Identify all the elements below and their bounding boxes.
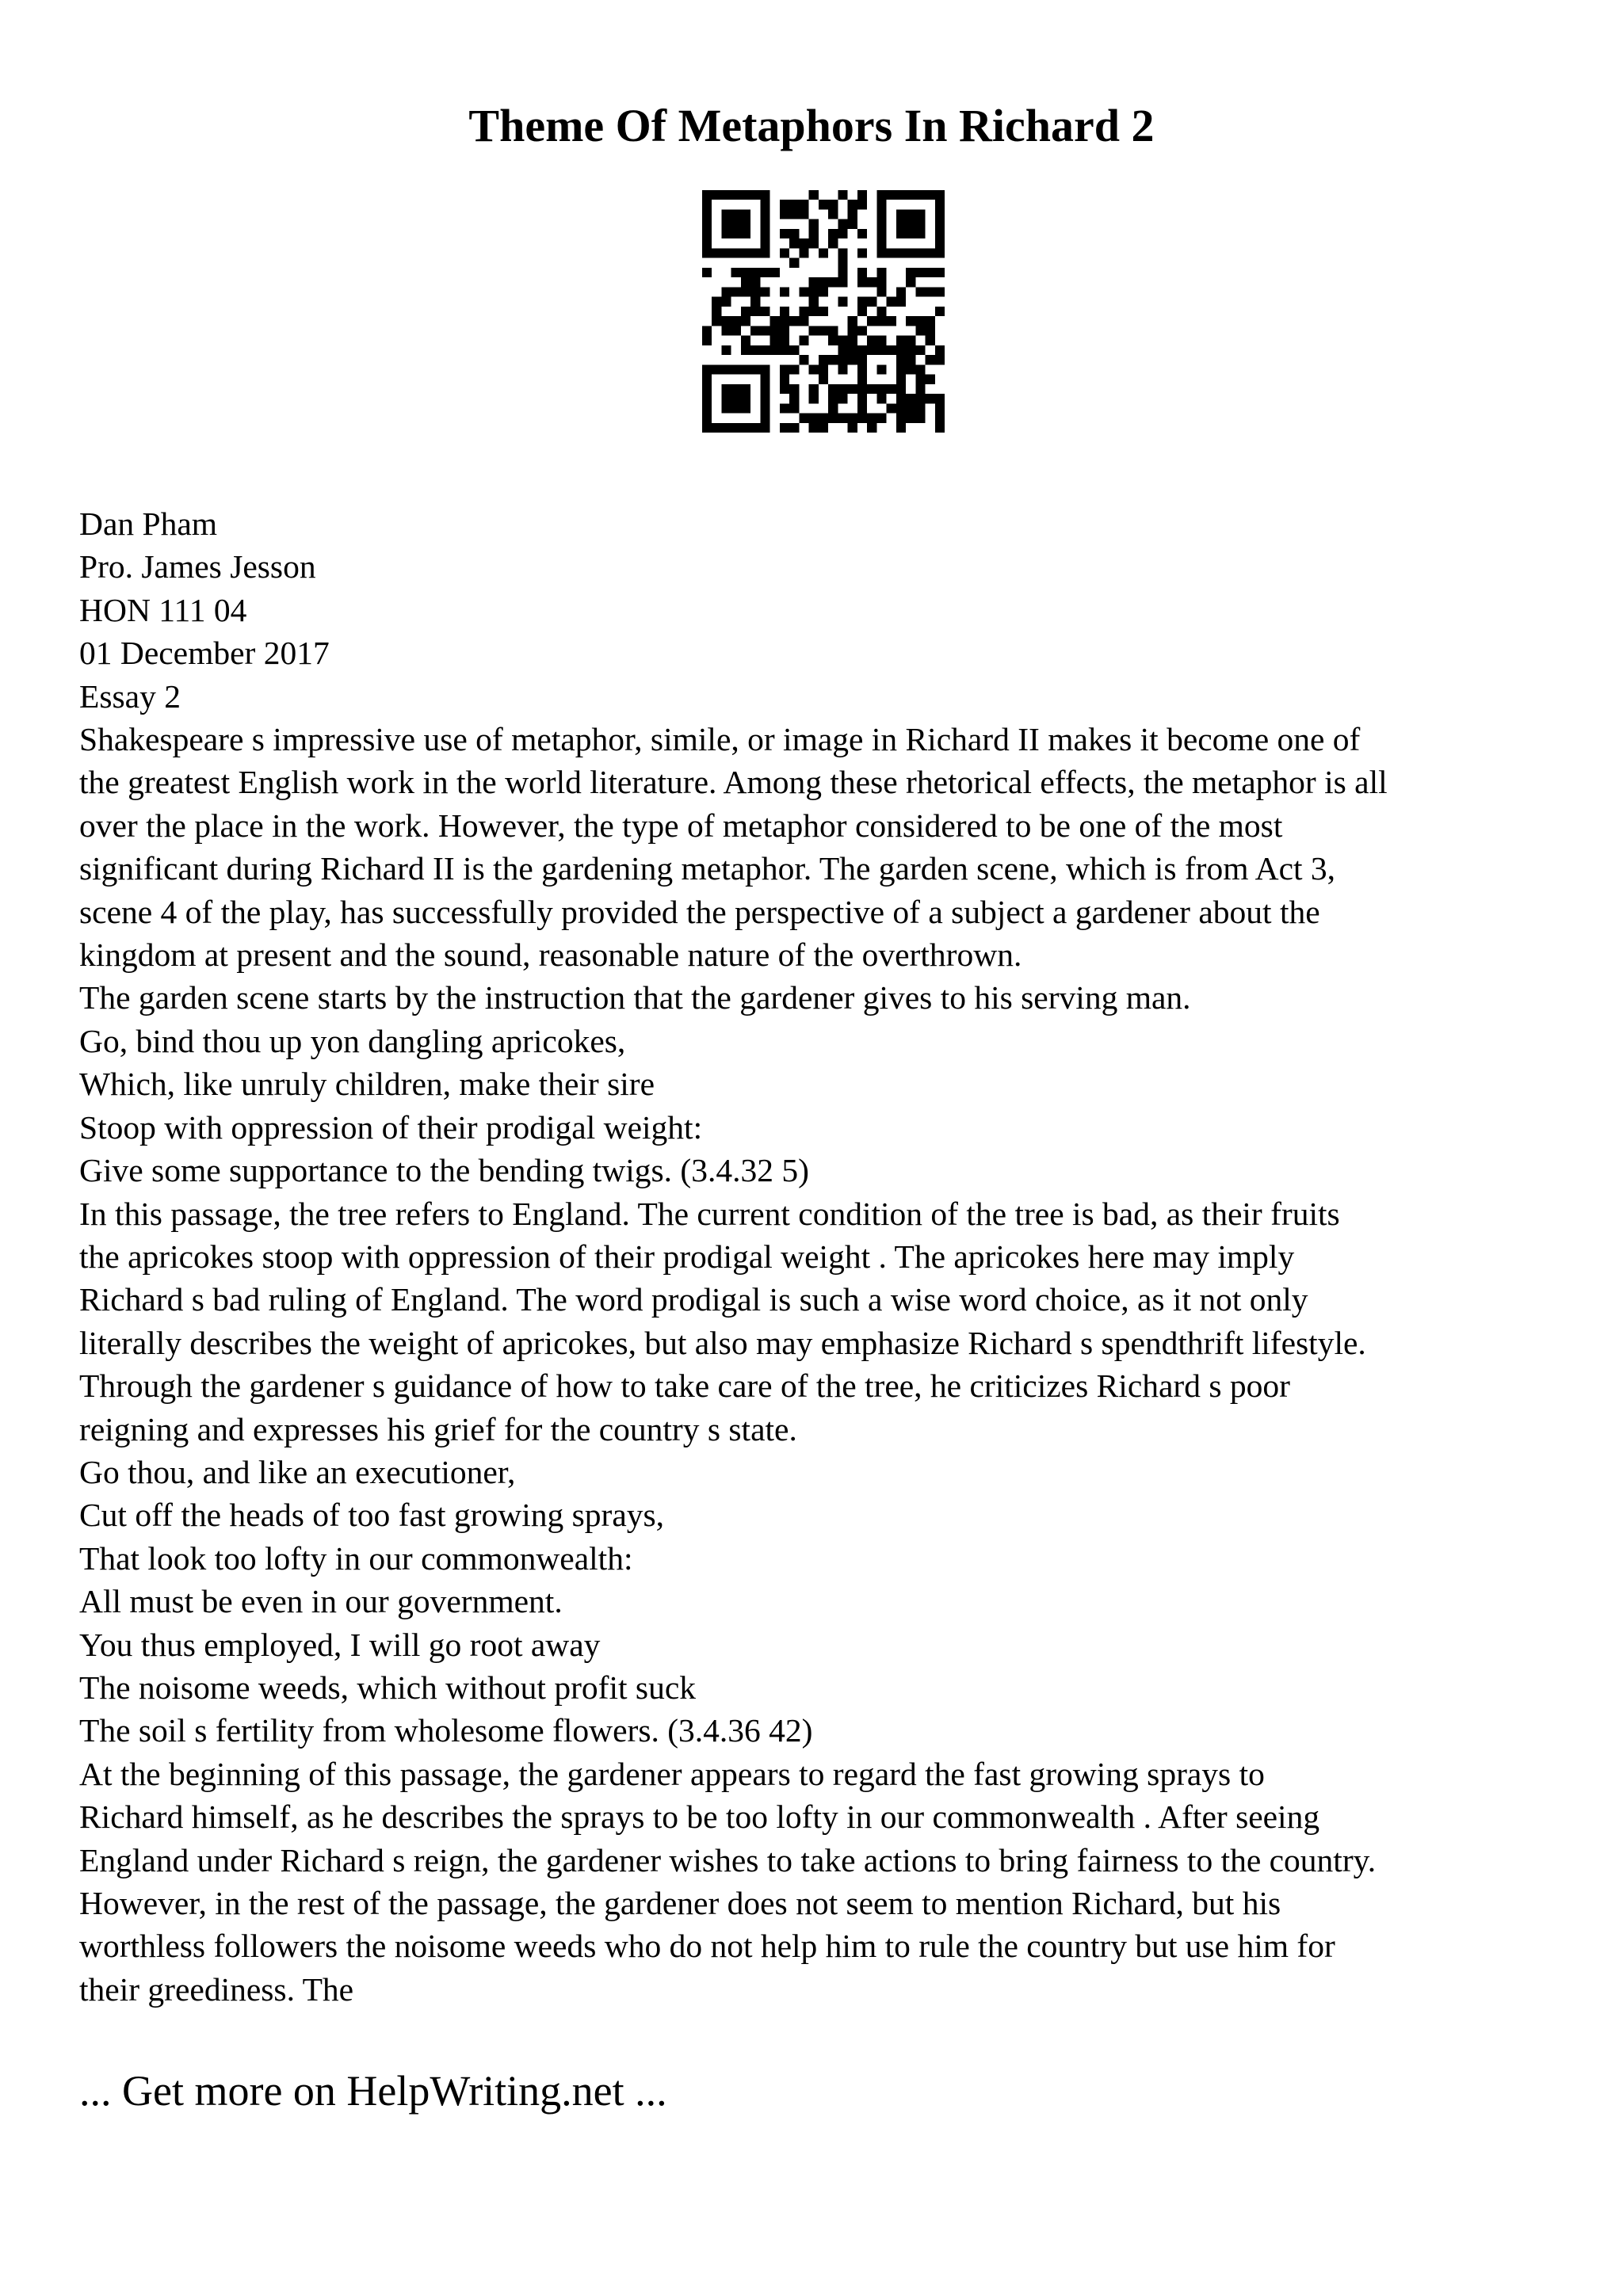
text-line: At the beginning of this passage, the gardener appears to regard the fast growing sprays to: [79, 1755, 1265, 1792]
get-more-link[interactable]: ... Get more on HelpWriting.net ...: [79, 2067, 667, 2115]
text-line: Richard himself, as he describes the sprays to be too lofty in our commonwealth . After seeing: [79, 1798, 1320, 1836]
author-name: Dan Pham: [79, 505, 218, 542]
qr-code-icon: [702, 190, 945, 433]
essay-header-block: [79, 502, 1569, 718]
essay-date: 01 December 2017: [79, 635, 330, 672]
course-code: HON 111 04: [79, 591, 247, 628]
text-line: scene 4 of the play, has successfully provided the perspective of a subject a gardener about the: [79, 893, 1320, 930]
text-line: England under Richard s reign, the gardener wishes to take actions to bring fairness to the country.: [79, 1841, 1377, 1878]
text-line: the greatest English work in the world literature. Among these rhetorical effects, the metaphor is all: [79, 764, 1388, 801]
text-line: In this passage, the tree refers to England. The current condition of the tree is bad, as their fruits: [79, 1195, 1340, 1232]
quote-line: Go, bind thou up yon dangling apricokes,: [79, 1022, 626, 1059]
essay-paragraphs: [79, 718, 1569, 2011]
quote-line: That look too lofty in our commonwealth:: [79, 1539, 633, 1577]
text-line: Shakespeare s impressive use of metaphor, simile, or image in Richard II makes it become one of: [79, 721, 1361, 758]
text-line: significant during Richard II is the gardening metaphor. The garden scene, which is from Act 3,: [79, 850, 1336, 887]
quote-line: Give some supportance to the bending twigs. (3.4.32 5): [79, 1152, 809, 1189]
professor-name: Pro. James Jesson: [79, 548, 316, 585]
quote-line: The soil s fertility from wholesome flowers. (3.4.36 42): [79, 1712, 813, 1749]
text-line: their greediness. The: [79, 1970, 354, 2008]
text-line: Through the gardener s guidance of how to take care of the tree, he criticizes Richard s poor: [79, 1367, 1290, 1405]
text-line: Richard s bad ruling of England. The word prodigal is such a wise word choice, as it not only: [79, 1281, 1308, 1318]
text-line: over the place in the work. However, the type of metaphor considered to be one of the most: [79, 807, 1283, 844]
text-line: reigning and expresses his grief for the country s state.: [79, 1410, 797, 1447]
essay-body: [79, 502, 1569, 2011]
quote-line: Cut off the heads of too fast growing sprays,: [79, 1497, 665, 1534]
text-line: However, in the rest of the passage, the gardener does not seem to mention Richard, but his: [79, 1885, 1281, 1921]
text-line: literally describes the weight of apricokes, but also may emphasize Richard s spendthrift lifestyle.: [79, 1324, 1366, 1361]
quote-line: All must be even in our government.: [79, 1583, 563, 1620]
quote-line: Which, like unruly children, make their sire: [79, 1066, 655, 1103]
essay-label: Essay 2: [79, 677, 181, 715]
quote-line: The noisome weeds, which without profit suck: [79, 1669, 696, 1706]
quote-line: Stoop with oppression of their prodigal weight:: [79, 1108, 703, 1146]
quote-line: Go thou, and like an executioner,: [79, 1453, 516, 1490]
quote-line: You thus employed, I will go root away: [79, 1626, 601, 1663]
text-line: The garden scene starts by the instruction that the gardener gives to his serving man.: [79, 979, 1191, 1016]
text-line: the apricokes stoop with oppression of their prodigal weight . The apricokes here may imply: [79, 1238, 1295, 1275]
text-line: worthless followers the noisome weeds who do not help him to rule the country but use him for: [79, 1928, 1335, 1965]
text-line: kingdom at present and the sound, reasonable nature of the overthrown.: [79, 936, 1022, 974]
page-title: Theme Of Metaphors In Richard 2: [468, 100, 1155, 151]
